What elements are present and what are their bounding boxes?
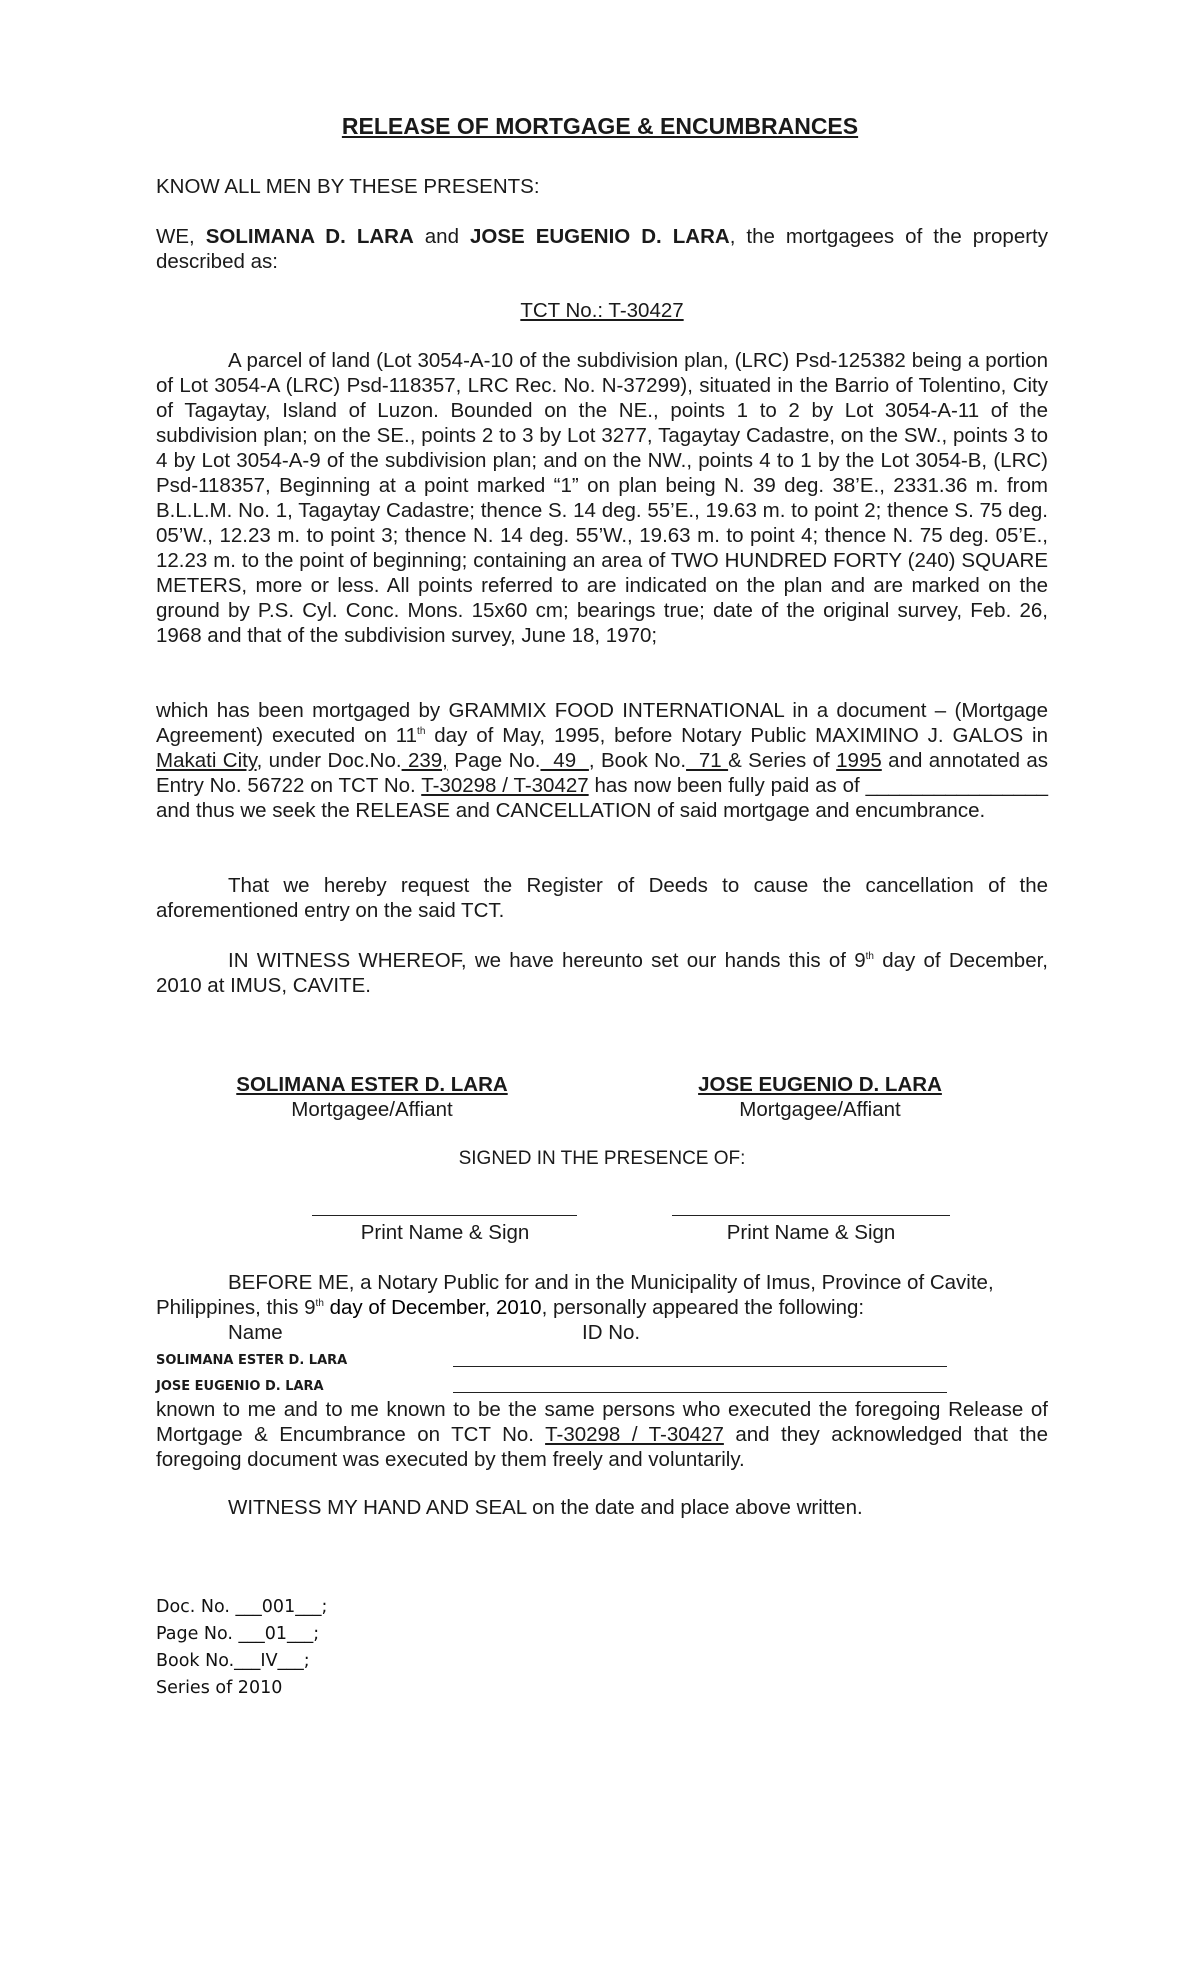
appearing-person-1: SOLIMANA ESTER D. LARA [156,1353,348,1368]
signatory-role-2: Mortgagee/Affiant [739,1098,901,1121]
book-no: 71 [686,749,729,772]
witness-ordinal-sup: th [865,951,874,963]
register-page-no: Page No. ___01___; [156,1624,320,1644]
mortgage-text-5: , Book No. [588,749,687,772]
ordinal-sup: th [417,726,426,738]
mortgage-text-1: which has been mortgaged by GRAMMIX FOOD INTERNATIONAL in a document – (Mortgage Agreement) executed on 11 [156,699,1048,747]
intro-rest: , the mortgagees of the property described as: [156,225,1048,273]
witness-text-2: day of December, 2010 at IMUS, CAVITE. [156,949,1048,997]
witness-label-1: Print Name & Sign [360,1221,530,1244]
signatory-name-1: SOLIMANA ESTER D. LARA [236,1073,508,1096]
property-description: A parcel of land (Lot 3054-A-10 of the subdivision plan, (LRC) Psd-125382 being a portion of Lot 3054-A (LRC) Psd-118357, LRC Rec. No. N-37299), situated in the Barrio of Tolentino, City of Tagaytay, Island of Luzon. Bounded on the NE., points 1 to 2 by Lot 3054-A-11 of the subdivision plan; on the SE., points 2 to 3 by Lot 3277, Tagaytay Cadastre, on the SW., points 3 to 4 by Lot 3054-A-9 of the subdivision plan; and on the NW., points 4 to 1 by the Lot 3054-B, (LRC) Psd-118357, Beginning at a point marked “1” on plan being N. 39 deg. 38’E., 2331.36 m. from B.L.L.M. No. 1, Tagaytay Cadastre; thence S. 14 deg. 55’E., 19.63 m. to point 2; thence S. 75 deg. 05’W., 12.23 m. to point 3; thence N. 14 deg. 55’W., 19.63 m. to point 4; thence N. 75 deg. 05’E., 12.23 m. to the point of beginning; containing an area of TWO HUNDRED FORTY (240) SQUARE METERS, more or less. All points referred to are indicated on the plan and are marked on the ground by P.S. Cyl. Conc. Mons. 15x60 cm; bearings true; date of the original survey, Feb. 26, 1968 and that of the subdivision survey, June 18, 1970; [156,349,1048,647]
mortgagee-name-1: SOLIMANA D. LARA [205,225,414,248]
register-series: Series of 2010 [156,1678,283,1698]
notary-paragraph [156,1270,1048,1320]
intro-we: WE, [156,225,206,248]
ack-text-1: known to me and to me known to be the same persons who executed the foregoing Release of Mortgage & Encumbrance on TCT No. [156,1398,1048,1446]
mortgage-text-2: day of May, 1995, before Notary Public MAXIMINO J. GALOS in [425,724,1048,747]
tct-heading-text: TCT No.: T-30427 [520,299,684,322]
col-name-header: Name [228,1321,283,1344]
mortgage-text-6: & Series of [728,749,837,772]
mortgagee-name-2: JOSE EUGENIO D. LARA [470,225,730,248]
id-line-2 [453,1392,947,1393]
mortgage-text-9: and thus we seek the RELEASE and CANCELLATION of said mortgage and encumbrance. [156,799,986,822]
col-id-header: ID No. [582,1321,641,1344]
notary-city: Makati City [156,749,257,772]
mortgage-text-7: and annotated as Entry No. 56722 on TCT No. [156,749,1049,797]
notary-text-3: , personally appeared the following: [541,1296,865,1319]
witness-signature-line-1 [312,1215,577,1216]
ack-tct-numbers: T-30298 / T-30427 [545,1423,724,1446]
mortgage-text-4: Page No. [447,749,541,772]
paid-date-blank: ________________ [865,774,1048,797]
id-line-1 [453,1366,947,1367]
intro-and: and [413,225,470,248]
tct-heading [156,298,1048,323]
acknowledgment-paragraph [156,1397,1048,1472]
witness-text-1: IN WITNESS WHEREOF, we have hereunto set our hands this of 9 [228,949,866,972]
notary-date: day of December, 2010 [323,1296,542,1319]
ack-text-2: and they acknowledged that the foregoing document was executed by them freely and voluntarily. [156,1423,1048,1471]
witness-signature-line-2 [672,1215,950,1216]
series-year: 1995 [836,749,882,772]
opening-line: KNOW ALL MEN BY THESE PRESENTS: [156,175,540,198]
doc-no: 239, [401,749,448,772]
tct-numbers: T-30298 / T-30427 [421,774,589,797]
register-doc-no: Doc. No. ___001___; [156,1597,328,1617]
intro-paragraph [156,224,1048,274]
notary-text-1: BEFORE ME, a Notary Public for and in the Municipality of Imus, Province of Cavite, Philippines, this 9 [156,1271,994,1319]
document-title: RELEASE OF MORTGAGE & ENCUMBRANCES [341,113,859,139]
signatory-name-2: JOSE EUGENIO D. LARA [698,1073,942,1096]
request-paragraph: That we hereby request the Register of Deeds to cause the cancellation of the aforementioned entry on the said TCT. [156,874,1048,922]
notarial-register [156,1594,1048,1702]
signed-in-presence: SIGNED IN THE PRESENCE OF: [458,1148,746,1169]
seal-line: WITNESS MY HAND AND SEAL on the date and place above written. [228,1496,863,1519]
mortgage-paragraph [156,698,1048,823]
register-book-no: Book No.___IV___; [156,1651,310,1671]
mortgage-text-3: , under Doc.No. [256,749,402,772]
signatory-role-1: Mortgagee/Affiant [291,1098,453,1121]
notary-ordinal-sup: th [315,1298,324,1310]
page-no: 49 [540,749,589,772]
mortgage-text-8: has now been fully paid as of [588,774,866,797]
witness-label-2: Print Name & Sign [726,1221,896,1244]
witness-paragraph [156,948,1048,998]
appearing-person-2: JOSE EUGENIO D. LARA [156,1379,324,1394]
